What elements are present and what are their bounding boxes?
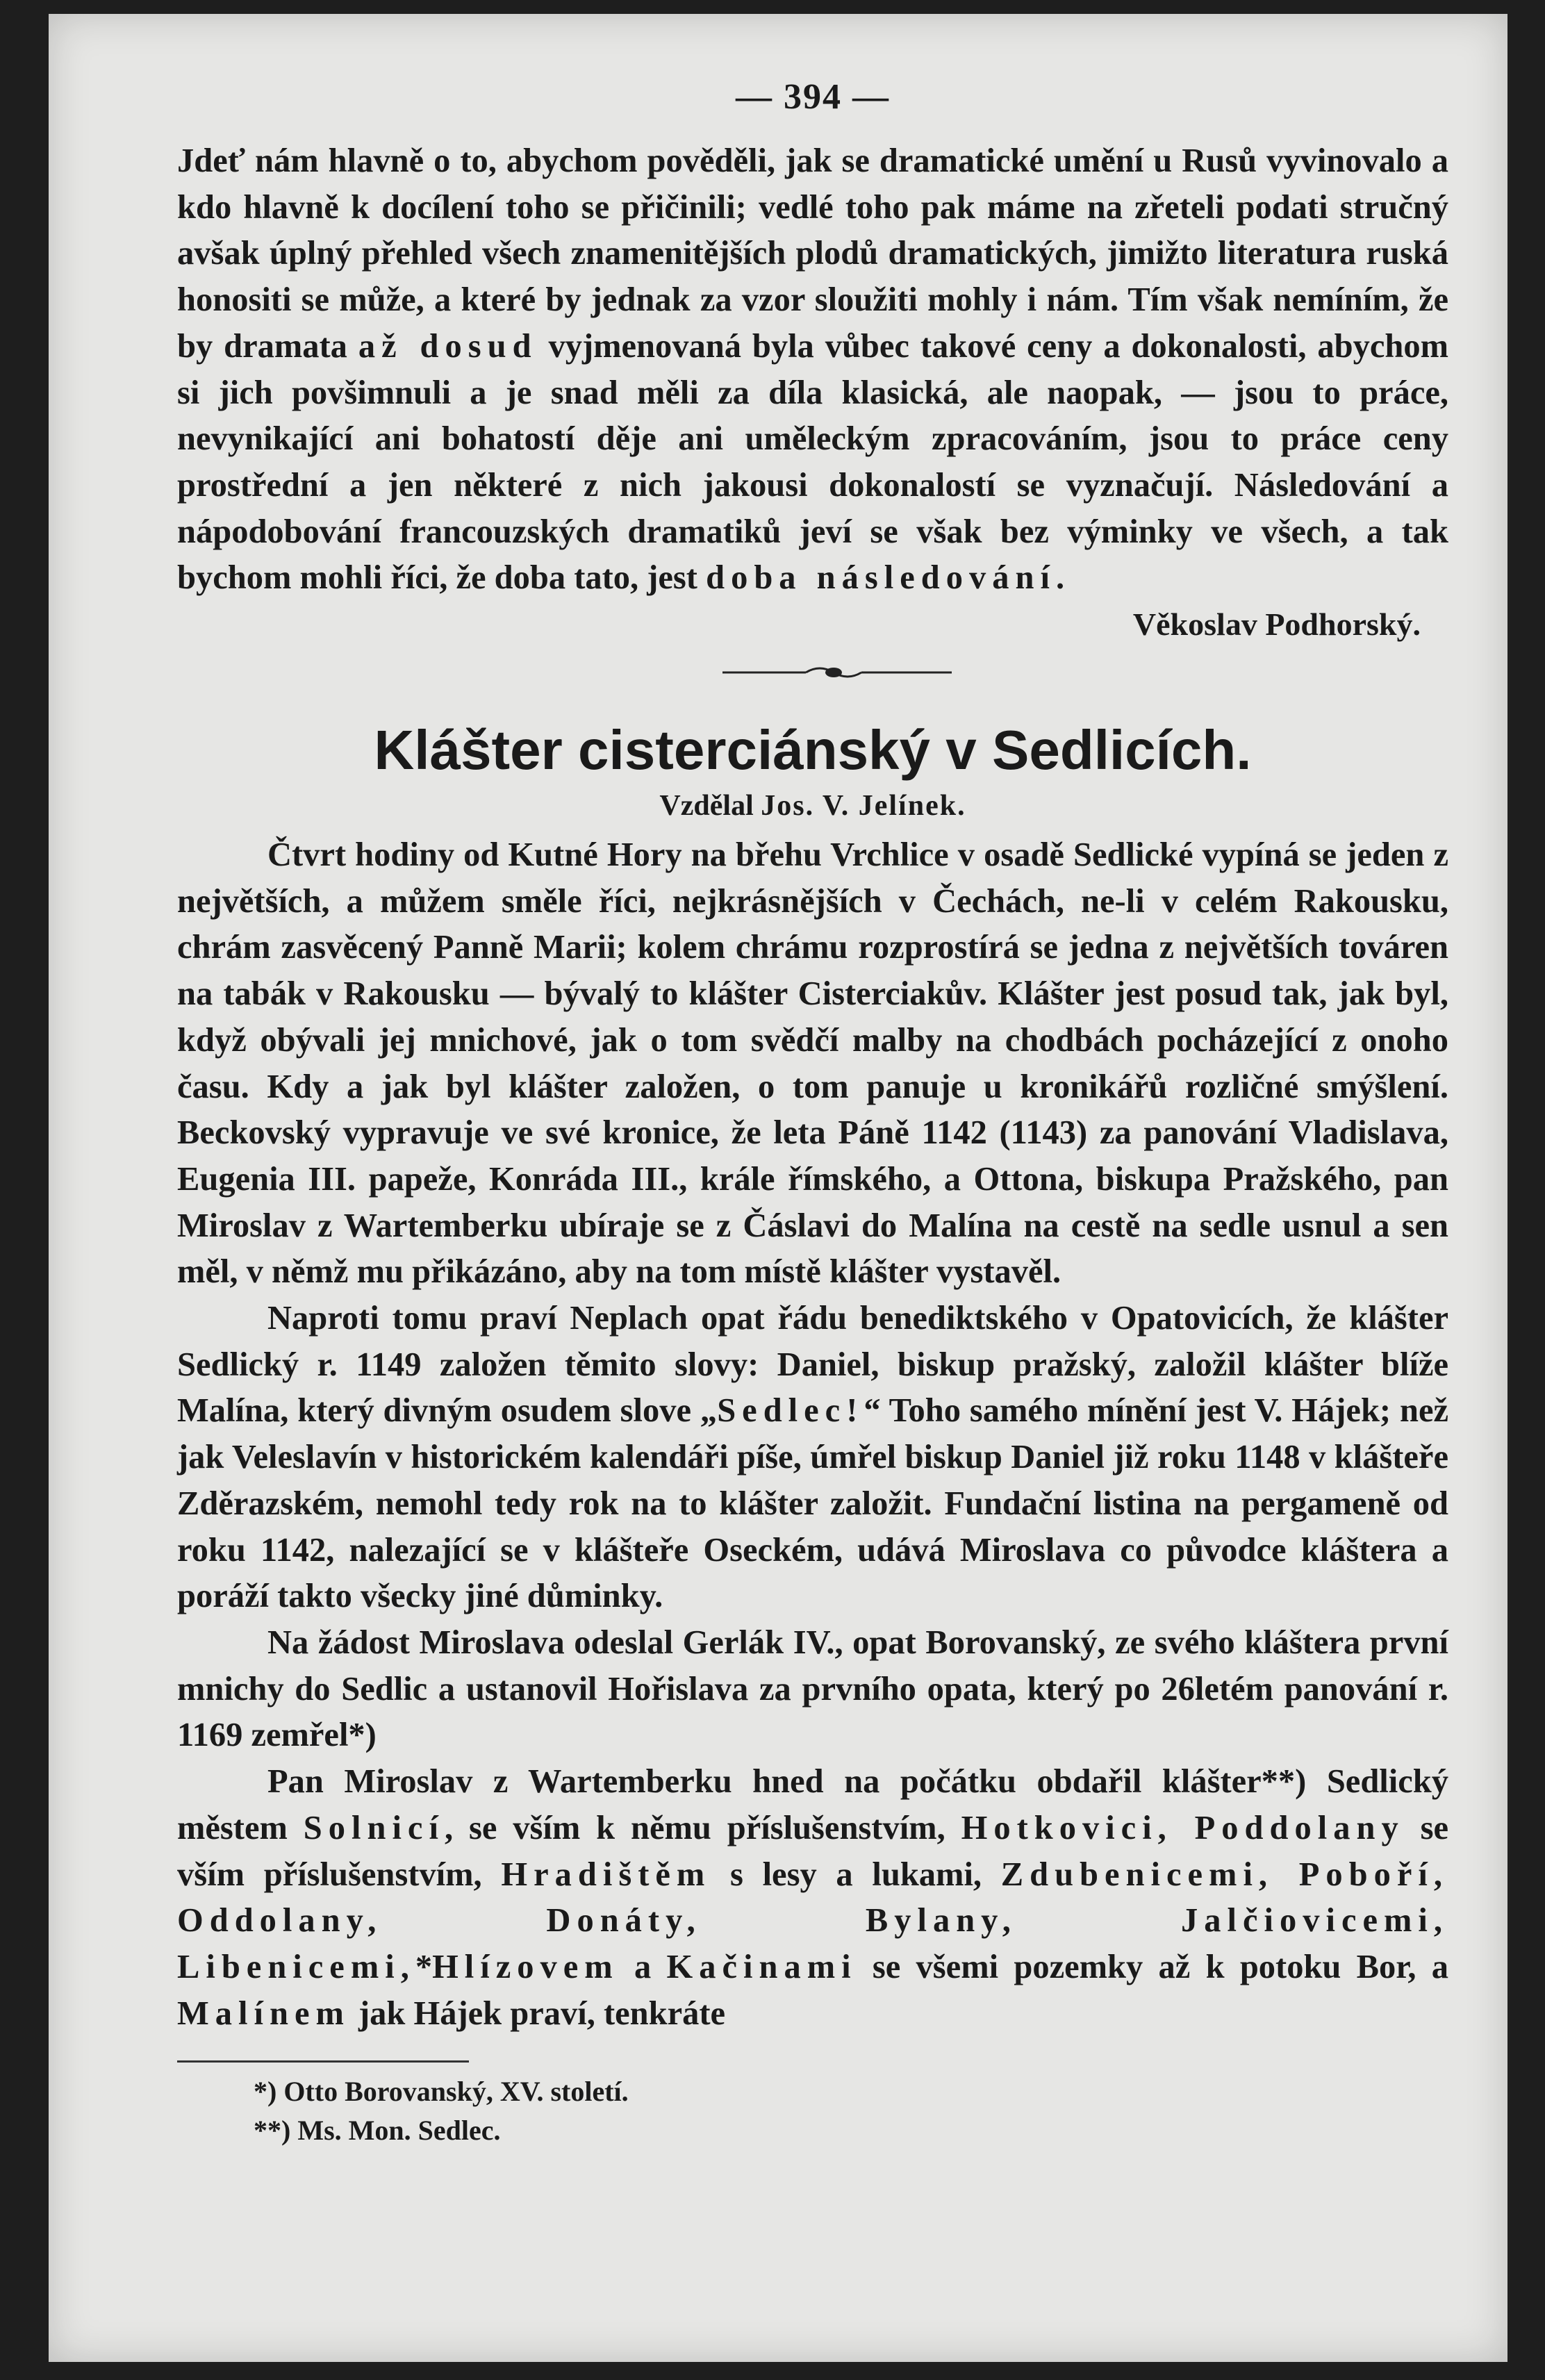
emphasis-text: až dosud	[358, 327, 538, 365]
ornament-divider-icon	[722, 663, 952, 682]
article-paragraph-2: Naproti tomu praví Neplach opat řádu benediktského v Opatovicích, že klášter Sedlický r. 1149 založen těmito slovy: Daniel, biskup pražský, založil klášter blíže Malína, který divným osudem slove „Sedlec!“ Toho samého mínění jest V. Hájek; než jak Veleslavín v historickém kalendáři píše, úmřel biskup Daniel již roku 1148 v klášteře Zděrazském, nemohl tedy rok na to klášter založit. Fundační listina na pergameně od roku 1142, nalezající se v klášteře Oseckém, udává Miroslava co původce kláštera a poráží takto všecky jiné důminky.	[177, 1300, 1448, 1615]
article-paragraph-4: Pan Miroslav z Wartemberku hned na počátku obdařil klášter**) Sedlický městem Solnicí, se vším k němu příslušenstvím, Hotkovici, Poddolany se vším příslušenstvím, Hradištěm s lesy a lukami, Zdubenicemi, Poboří, Oddolany, Donáty, Bylany, Jalčiovicemi, Libenicemi,*Hlízovem a Kačinami se všemi pozemky až k potoku Bor, a Malínem jak Hájek praví, tenkráte	[177, 1763, 1449, 2032]
article-paragraph-3: Na žádost Miroslava odeslal Gerlák IV., opat Borovanský, ze svého kláštera první mnichy do Sedlic a ustanovil Hořislava za prvního opata, který po 26letém panování r. 1169 zemřel*)	[177, 1623, 1448, 1754]
place-name: Hradištěm	[501, 1856, 711, 1893]
page-number: — 394 —	[736, 77, 890, 117]
intro-paragraph: Jdeť nám hlavně o to, abychom pověděli, jak se dramatické umění u Rusů vyvinovalo a kdo hlavně k docílení toho se přičinili; vedlé toho pak máme na zřeteli podati stručný avšak úplný přehled všech znamenitějších plodů dramatických, jimižto literatura ruská honositi se může, a které by jednak za vzor sloužiti mohly i nám. Tím však nemíním, že by dramata až dosud vyjmenovaná byla vůbec takové ceny a dokonalosti, abychom si jich povšimnuli a je snad měli za díla klasická, ale naopak, — jsou to práce, nevynikající ani bohatostí děje ani uměleckým zpracováním, jsou to práce ceny prostřední a jen některé z nich jakousi dokonalostí se vyznačují. Následování a nápodobování francouzských dramatiků jeví se však bez výminky ve všech, a tak bychom mohli říci, že doba tato, jest doba následování.	[177, 142, 1449, 597]
footnote-1: *) Otto Borovanský, XV. století.	[254, 2076, 629, 2108]
place-name: Kačinami	[666, 1948, 857, 1985]
place-name: Hlízovem	[432, 1948, 619, 1985]
place-name: Zdubenicemi, Poboří, Oddolany, Donáty, Bylany, Jalčiovicemi, Libenicemi,	[177, 1856, 1448, 1985]
section-divider	[177, 656, 1448, 697]
author-signature: Věkoslav Podhorský.	[1132, 606, 1421, 643]
article-paragraph-1: Čtvrt hodiny od Kutné Hory na břehu Vrchlice v osadě Sedlické vypíná se jeden z největších, a můžem směle říci, nejkrásnějších v Čechách, ne-li v celém Rakousku, chrám zasvěcený Panně Marii; kolem chrámu rozprostírá se jedna z největších továren na tabák v Rakousku — bývalý to klášter Cisterciakův. Klášter jest posud tak, jak byl, když obývali jej mnichové, jak o tom svědčí malby na chodbách pocházející z onoho času. Kdy a jak byl klášter založen, o tom panuje u kronikářů rozličné smýšlení. Beckovský vypravuje ve své kronice, že leta Páně 1142 (1143) za panování Vladislava, Eugenia III. papeže, Konráda III., krále římského, a Ottona, biskupa Pražského, pan Miroslav z Wartemberku ubíraje se z Čáslavi do Malína na cestě na sedle usnul a sen měl, v němž mu přikázáno, aby na tom místě klášter vystavěl.	[177, 836, 1448, 1291]
footnote-2: **) Ms. Mon. Sedlec.	[254, 2115, 501, 2147]
article-byline: Vzdělal Jos. V. Jelínek.	[659, 790, 966, 823]
page-sheet	[49, 14, 1507, 2362]
page-content	[177, 76, 1448, 2150]
place-name: Hotkovici, Poddolany	[961, 1809, 1405, 1846]
article-title: Klášter cisterciánský v Sedlicích.	[374, 719, 1252, 782]
place-name: Solnicí	[303, 1809, 445, 1846]
footnote-divider	[177, 2060, 469, 2063]
emphasis-text: Sedlec!	[717, 1392, 864, 1430]
emphasis-text: doba následování	[706, 559, 1056, 597]
place-name: Malínem	[177, 1994, 350, 2032]
